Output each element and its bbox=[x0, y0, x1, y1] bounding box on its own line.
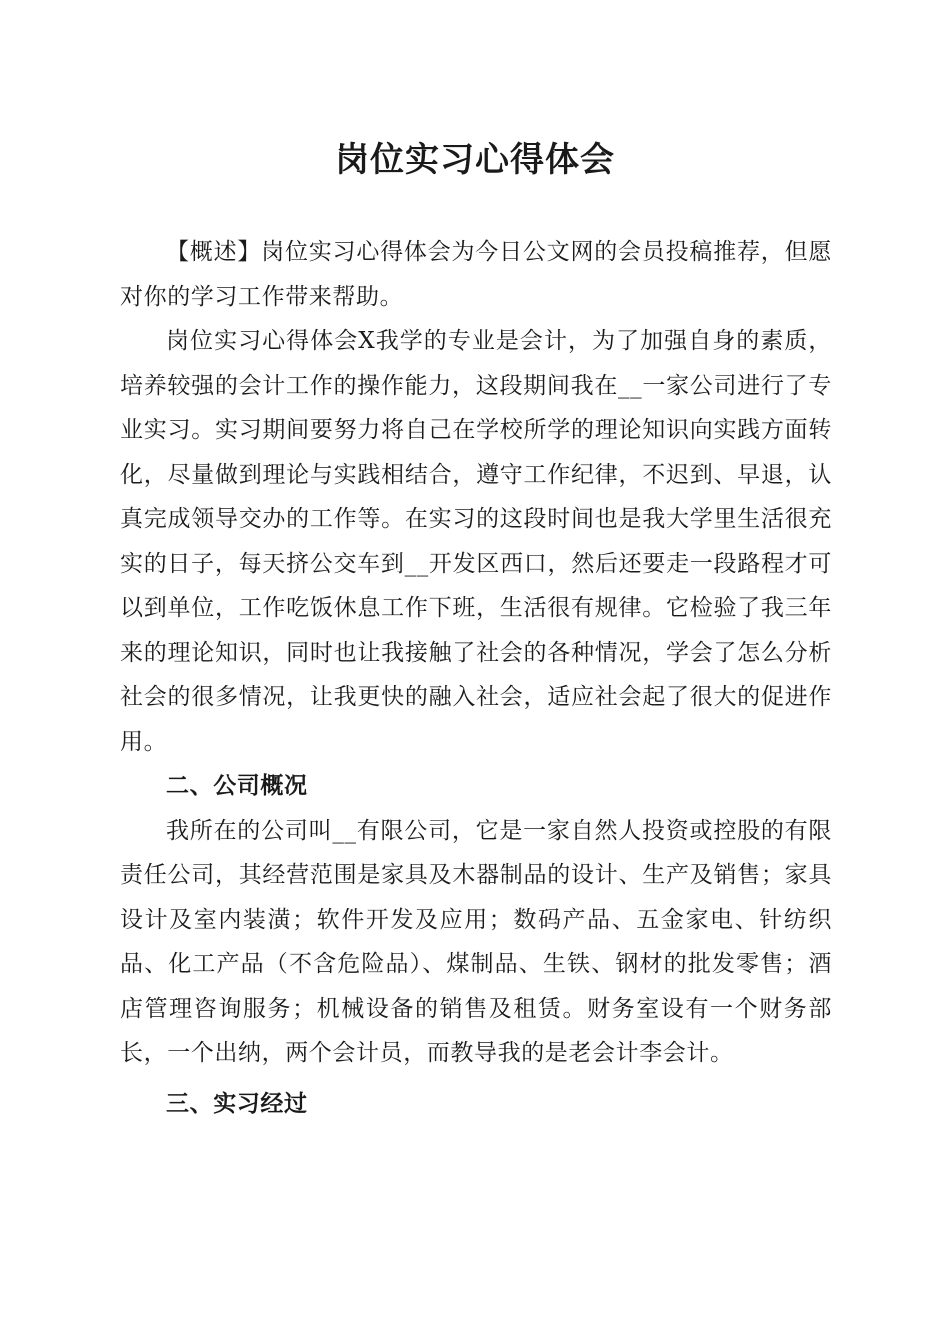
document-body bbox=[120, 230, 832, 1126]
intro-paragraph: 岗位实习心得体会X我学的专业是会计，为了加强自身的素质，培养较强的会计工作的操作能力，这段期间我在__一家公司进行了专业实习。实习期间要努力将自己在学校所学的理论知识向实践方面转化，尽量做到理论与实践相结合，遵守工作纪律，不迟到、早退，认真完成领导交办的工作等。在实习的这段时间也是我大学里生活很充实的日子，每天挤公交车到__开发区西口，然后还要走一段路程才可以到单位，工作吃饭休息工作下班，生活很有规律。它检验了我三年来的理论知识，同时也让我接触了社会的各种情况，学会了怎么分析社会的很多情况，让我更快的融入社会，适应社会起了很大的促进作用。 bbox=[120, 328, 832, 755]
company-paragraph: 我所在的公司叫__有限公司，它是一家自然人投资或控股的有限责任公司，其经营范围是家具及木器制品的设计、生产及销售；家具设计及室内装潢；软件开发及应用；数码产品、五金家电、针纺织品、化工产品（不含危险品）、煤制品、生铁、钢材的批发零售；酒店管理咨询服务；机械设备的销售及租赁。财务室设有一个财务部长，一个出纳，两个会计员，而教导我的是老会计李会计。 bbox=[120, 817, 832, 1066]
summary-paragraph: 【概述】岗位实习心得体会为今日公文网的会员投稿推荐，但愿对你的学习工作带来帮助。 bbox=[120, 239, 832, 310]
document-title: 岗位实习心得体会 bbox=[335, 140, 615, 180]
section-heading-process: 三、实习经过 bbox=[166, 1090, 308, 1117]
section-heading-company: 二、公司概况 bbox=[166, 773, 308, 799]
